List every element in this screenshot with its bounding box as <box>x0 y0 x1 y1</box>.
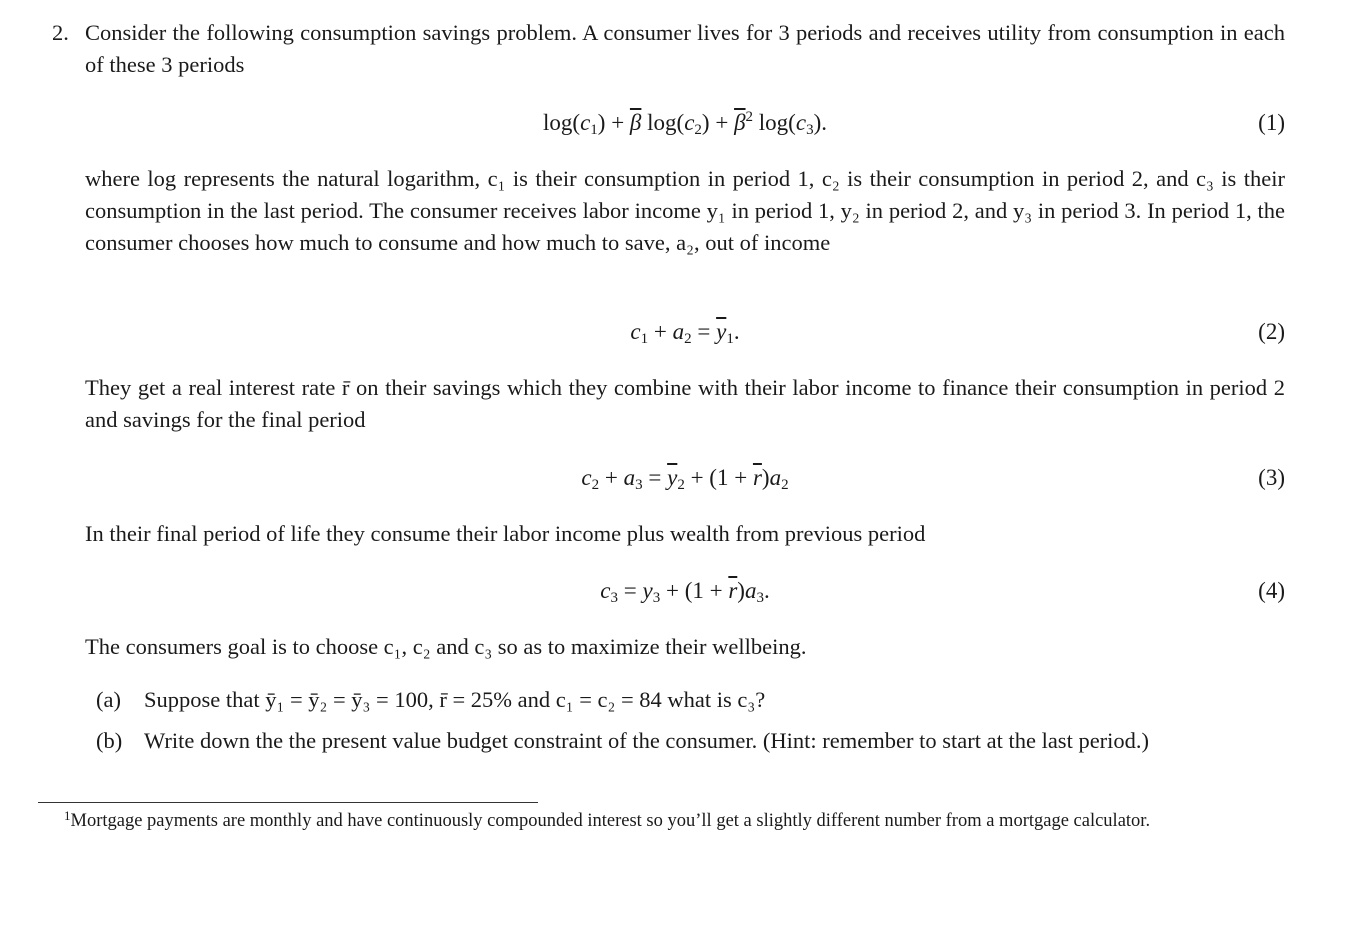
equation-1 <box>85 103 1285 143</box>
intro-paragraph: Consider the following consumption savings problem. A consumer lives for 3 periods and receives utility from consumption in each of these 3 periods <box>85 20 1285 77</box>
equation-3 <box>85 458 1285 498</box>
question-number: 2. <box>52 20 69 45</box>
equation-3-formula: $c_2 + a_3 = \overline{y}_2 + (1 + \overline{r})a_2$ <box>581 465 789 493</box>
definitions-paragraph: where log represents the natural logarithm, c₁ is their consumption in period 1, c₂ is their consumption in period 2, and c₃ is their consumption in the last period. The consumer receives labor income y₁ in period 1, y₂ in period 2, and y₃ in period 3. In period 1, the consumer chooses how much to consume and how much to save, a₂, out of income <box>85 166 1285 255</box>
equation-2-number: (2) <box>1258 319 1285 344</box>
equation-4 <box>85 571 1285 611</box>
part-a-text: Suppose that ȳ₁ = ȳ₂ = ȳ₃ = 100, r̄ = 25% and c₁ = c₂ = 84 what is c₃? <box>144 687 766 712</box>
final-period-paragraph: In their final period of life they consume their labor income plus wealth from previous period <box>85 521 926 546</box>
footnote-text: Mortgage payments are monthly and have continuously compounded interest so you’ll get a slightly different number from a mortgage calculator. <box>70 811 1151 831</box>
equation-2 <box>85 312 1285 352</box>
equation-4-formula: $c_3 = y_3 + (1 + \overline{r})a_3$. <box>600 578 770 606</box>
equation-1-formula: $\log(c_1) + \overline{\beta}$ $\log(c_2) + \overline{\beta}^2$ $\log(c_3)$. <box>543 109 827 138</box>
interest-paragraph: They get a real interest rate r̄ on their savings which they combine with their labor income to finance their consumption in period 2 and savings for the final period <box>85 375 1285 432</box>
equation-2-formula: $c_1 + a_2 = \overline{y}_1$. <box>630 319 740 347</box>
part-a-label: (a) <box>96 687 121 712</box>
footnote <box>38 808 1286 834</box>
footnote-mark: 1 <box>64 808 71 823</box>
part-b-label: (b) <box>96 728 123 753</box>
equation-4-number: (4) <box>1258 578 1285 603</box>
goal-paragraph: The consumers goal is to choose c₁, c₂ and c₃ so as to maximize their wellbeing. <box>85 634 807 659</box>
equation-1-number: (1) <box>1258 110 1285 135</box>
equation-3-number: (3) <box>1258 465 1285 490</box>
footnote-rule <box>38 802 538 803</box>
part-b-text: Write down the the present value budget constraint of the consumer. (Hint: remember to start at the last period.) <box>144 728 1150 753</box>
